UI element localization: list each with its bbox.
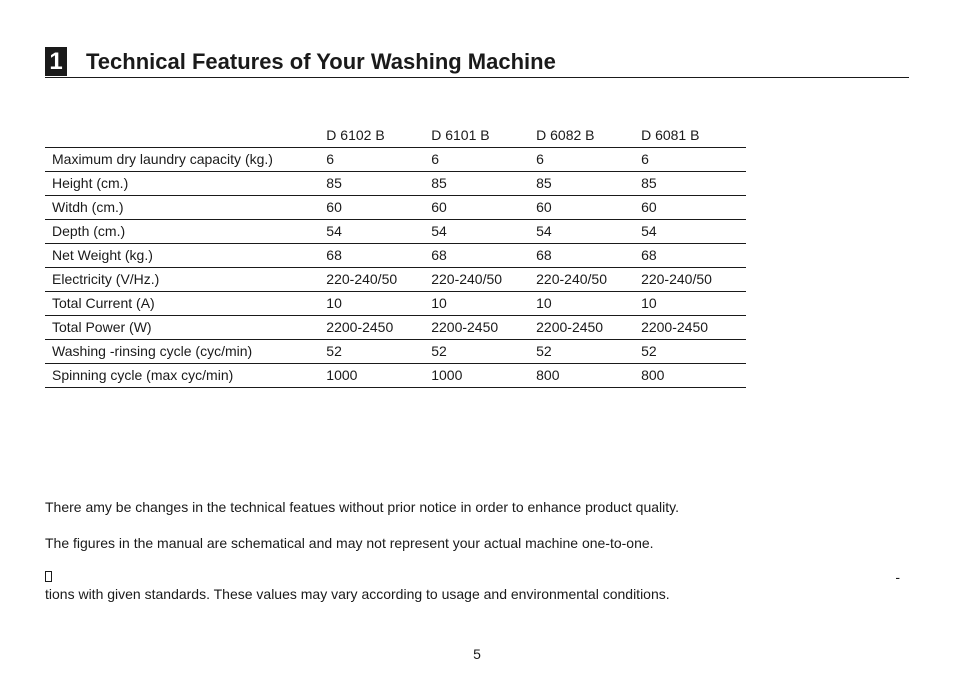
table-cell: 220-240/50 <box>431 268 536 292</box>
table-header-blank <box>45 124 326 148</box>
row-label: Depth (cm.) <box>45 220 326 244</box>
table-cell: 220-240/50 <box>536 268 641 292</box>
table-cell: 10 <box>641 292 746 316</box>
table-cell: 54 <box>536 220 641 244</box>
row-label: Height (cm.) <box>45 172 326 196</box>
note-standard-values <box>45 569 900 605</box>
section-number-badge: 1 <box>45 47 67 76</box>
table-cell: 85 <box>536 172 641 196</box>
table-cell: 10 <box>536 292 641 316</box>
table-cell: 2200-2450 <box>431 316 536 340</box>
table-cell: 1000 <box>326 364 431 388</box>
table-cell: 6 <box>326 148 431 172</box>
table-row <box>45 268 746 292</box>
table-cell: 68 <box>536 244 641 268</box>
note-product-changes: There amy be changes in the technical featues without prior notice in order to enhance product quality. <box>45 499 680 515</box>
table-cell: 52 <box>536 340 641 364</box>
hyphen-mark: - <box>895 569 900 585</box>
table-cell: 10 <box>431 292 536 316</box>
table-row <box>45 172 746 196</box>
table-row <box>45 316 746 340</box>
table-header-row <box>45 124 746 148</box>
column-header: D 6082 B <box>536 127 595 143</box>
column-header: D 6101 B <box>431 127 490 143</box>
table-cell: 52 <box>326 340 431 364</box>
table-cell: 54 <box>641 220 746 244</box>
technical-specs-table <box>45 124 746 388</box>
note-standard-values-text: tions with given standards. These values may vary according to usage and environmental conditions. <box>45 586 670 602</box>
table-cell: 52 <box>641 340 746 364</box>
table-cell: 85 <box>431 172 536 196</box>
table-cell: 800 <box>641 364 746 388</box>
table-cell: 54 <box>431 220 536 244</box>
table-cell: 2200-2450 <box>536 316 641 340</box>
row-label: Maximum dry laundry capacity (kg.) <box>45 148 326 172</box>
row-label: Total Current (A) <box>45 292 326 316</box>
table-row <box>45 244 746 268</box>
column-header: D 6102 B <box>326 127 385 143</box>
section-heading <box>45 47 909 78</box>
table-cell: 6 <box>431 148 536 172</box>
table-cell: 6 <box>641 148 746 172</box>
row-label: Net Weight (kg.) <box>45 244 326 268</box>
table-cell: 85 <box>641 172 746 196</box>
table-cell: 220-240/50 <box>641 268 746 292</box>
table-row <box>45 292 746 316</box>
table-cell: 60 <box>431 196 536 220</box>
table-cell: 220-240/50 <box>326 268 431 292</box>
table-cell: 800 <box>536 364 641 388</box>
table-cell: 68 <box>641 244 746 268</box>
row-label: Spinning cycle (max cyc/min) <box>45 364 326 388</box>
table-cell: 60 <box>536 196 641 220</box>
table-cell: 60 <box>326 196 431 220</box>
table-cell: 2200-2450 <box>326 316 431 340</box>
page-number: 5 <box>473 646 481 662</box>
table-cell: 68 <box>326 244 431 268</box>
row-label: Electricity (V/Hz.) <box>45 268 326 292</box>
table-cell: 6 <box>536 148 641 172</box>
row-label: Washing -rinsing cycle (cyc/min) <box>45 340 326 364</box>
table-row <box>45 340 746 364</box>
table-cell: 85 <box>326 172 431 196</box>
missing-glyph-icon <box>45 571 52 582</box>
column-header: D 6081 B <box>641 127 700 143</box>
note-schematic-figures: The figures in the manual are schematical and may not represent your actual machine one-to-one. <box>45 535 654 551</box>
table-row <box>45 196 746 220</box>
table-cell: 60 <box>641 196 746 220</box>
table-cell: 2200-2450 <box>641 316 746 340</box>
table-row <box>45 220 746 244</box>
table-cell: 54 <box>326 220 431 244</box>
row-label: Witdh (cm.) <box>45 196 326 220</box>
table-row <box>45 148 746 172</box>
page-title: Technical Features of Your Washing Machine <box>86 49 556 74</box>
table-row <box>45 364 746 388</box>
table-cell: 1000 <box>431 364 536 388</box>
table-cell: 68 <box>431 244 536 268</box>
row-label: Total Power (W) <box>45 316 326 340</box>
table-cell: 52 <box>431 340 536 364</box>
table-cell: 10 <box>326 292 431 316</box>
